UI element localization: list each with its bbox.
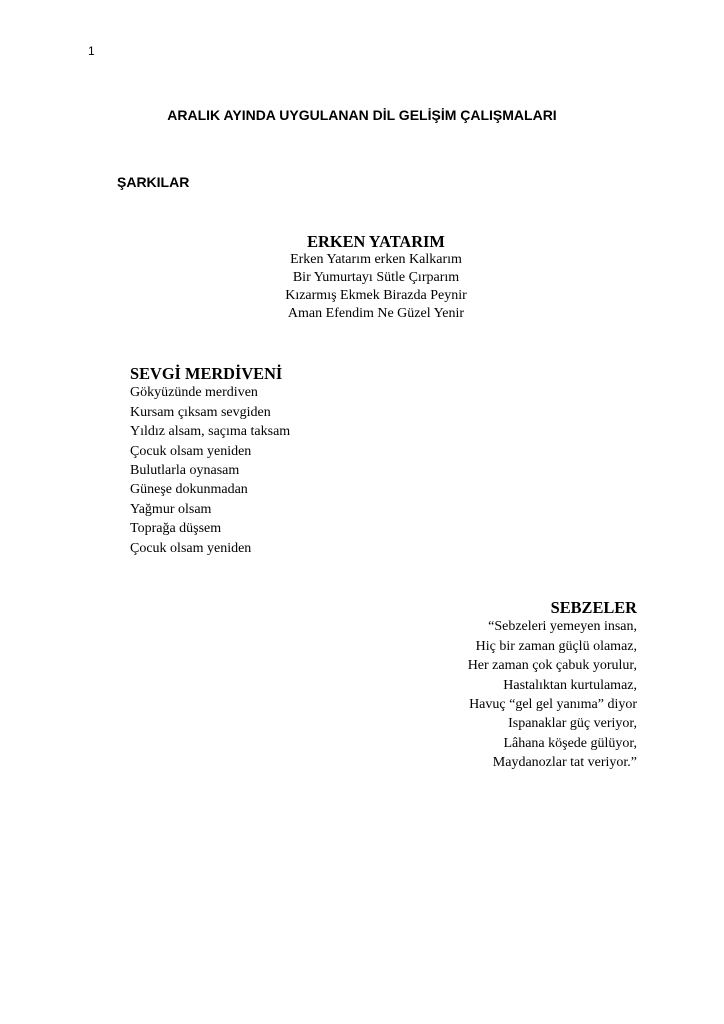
lyric-line: Güneşe dokunmadan bbox=[130, 482, 248, 498]
lyric-line: Çocuk olsam yeniden bbox=[130, 443, 252, 459]
lyric-line: Toprağa düşsem bbox=[130, 521, 222, 537]
lyric-line: Bir Yumurtayı Sütle Çırparım bbox=[292, 270, 460, 285]
lyric-line: Kursam çıksam sevgiden bbox=[130, 404, 271, 420]
lyric-line: Erken Yatarım erken Kalkarım bbox=[290, 252, 462, 267]
lyric-line: Bulutlarla oynasam bbox=[130, 463, 240, 479]
lyric-line: Yağmur olsam bbox=[130, 501, 212, 517]
song-title: SEBZELER bbox=[550, 598, 637, 617]
song-lyrics bbox=[400, 617, 637, 772]
section-heading: ŞARKILAR bbox=[117, 174, 190, 190]
song-sebzeler bbox=[400, 598, 637, 773]
lyric-line: Aman Efendim Ne Güzel Yenir bbox=[287, 306, 465, 321]
song-lyrics bbox=[230, 251, 522, 323]
lyric-line: Hiç bir zaman güçlü olamaz, bbox=[475, 638, 637, 654]
lyric-line: Havuç “gel gel yanıma” diyor bbox=[469, 697, 637, 713]
lyric-line: Gökyüzünde merdiven bbox=[130, 385, 258, 401]
lyric-line: Yıldız alsam, saçıma taksam bbox=[130, 424, 291, 440]
song-erken-yatarim bbox=[230, 233, 522, 323]
lyric-line: Lâhana köşede gülüyor, bbox=[503, 735, 637, 751]
lyric-line: Her zaman çok çabuk yorulur, bbox=[467, 658, 637, 674]
lyric-line: Çocuk olsam yeniden bbox=[130, 540, 252, 556]
document-title: ARALIK AYINDA UYGULANAN DİL GELİŞİM ÇALIŞMALARI bbox=[167, 107, 557, 123]
page-number: 1 bbox=[88, 44, 95, 58]
lyric-line: Hastalıktan kurtulamaz, bbox=[503, 677, 637, 693]
lyric-line: “Sebzeleri yemeyen insan, bbox=[488, 619, 637, 635]
lyric-line: Kızarmış Ekmek Birazda Peynir bbox=[285, 288, 467, 303]
song-title: SEVGİ MERDİVENİ bbox=[130, 364, 283, 383]
song-title: ERKEN YATARIM bbox=[307, 232, 445, 251]
song-lyrics bbox=[130, 383, 430, 558]
lyric-line: Ispanaklar güç veriyor, bbox=[508, 716, 637, 732]
lyric-line: Maydanozlar tat veriyor.” bbox=[492, 755, 637, 771]
song-sevgi-merdiveni bbox=[130, 364, 430, 558]
